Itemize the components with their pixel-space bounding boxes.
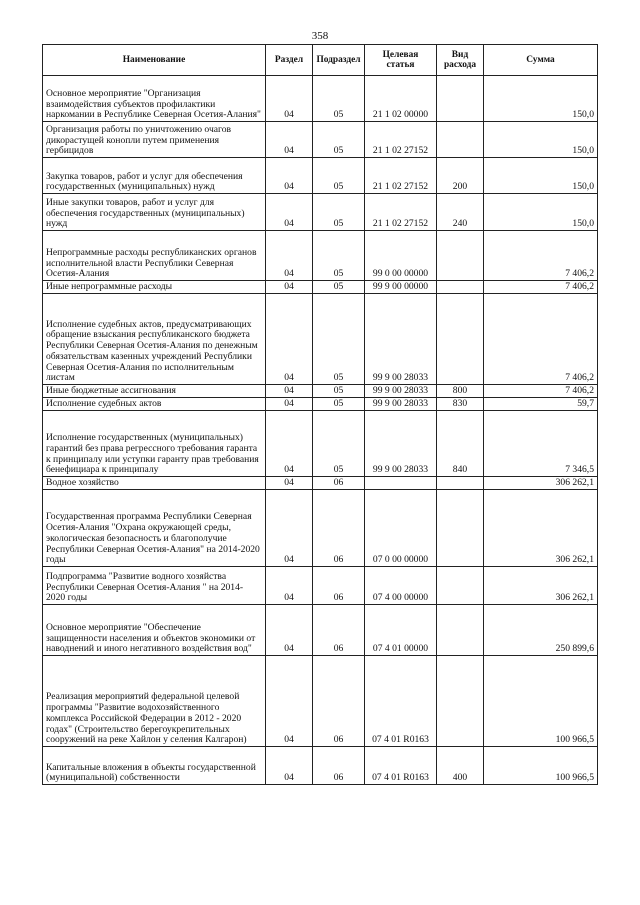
table-row: [43, 231, 598, 281]
row-summa: 7 406,2: [484, 294, 598, 385]
row-name: Иные непрограммные расходы: [43, 281, 266, 294]
row-statya: 99 9 00 00000: [365, 281, 437, 294]
row-podrazdel: 06: [313, 605, 365, 656]
table-row: [43, 385, 598, 398]
header-podrazdel: Подраздел: [313, 45, 365, 76]
header-summa: Сумма: [484, 45, 598, 76]
row-razdel: 04: [266, 281, 313, 294]
row-razdel: 04: [266, 76, 313, 122]
row-podrazdel: 05: [313, 411, 365, 477]
page-number: 358: [311, 30, 329, 42]
row-vid: [437, 231, 484, 281]
row-name: Исполнение судебных актов: [43, 398, 266, 411]
row-summa: 150,0: [484, 158, 598, 194]
header-row: [43, 45, 598, 76]
table-row: [43, 411, 598, 477]
row-podrazdel: 05: [313, 398, 365, 411]
table-row: [43, 605, 598, 656]
row-name: Основное мероприятие "Организация взаимодействия субъектов профилактики наркомании в Республике Северная Осетия-Алания": [43, 76, 266, 122]
row-name: Иные закупки товаров, работ и услуг для обеспечения государственных (муниципальных) нужд: [43, 194, 266, 231]
table-row: [43, 477, 598, 490]
row-razdel: 04: [266, 605, 313, 656]
row-summa: 7 346,5: [484, 411, 598, 477]
row-podrazdel: 05: [313, 281, 365, 294]
row-summa: 150,0: [484, 122, 598, 158]
header-statya: Целевая статья: [365, 45, 437, 76]
row-razdel: 04: [266, 294, 313, 385]
row-vid: 200: [437, 158, 484, 194]
row-statya: 21 1 02 27152: [365, 158, 437, 194]
table-row: [43, 158, 598, 194]
row-podrazdel: 05: [313, 385, 365, 398]
row-name: Реализация мероприятий федеральной целевой программы "Развитие водохозяйственного комплекса Российской Федерации в 2012 - 2020 годах" (Строительство берегоукрепительных сооружений на реке Хайлон у селения Калгарон): [43, 656, 266, 747]
row-vid: [437, 281, 484, 294]
row-razdel: 04: [266, 477, 313, 490]
row-podrazdel: 06: [313, 567, 365, 605]
row-vid: [437, 294, 484, 385]
row-razdel: 04: [266, 656, 313, 747]
row-razdel: 04: [266, 385, 313, 398]
row-podrazdel: 05: [313, 194, 365, 231]
row-statya: 99 9 00 28033: [365, 294, 437, 385]
row-statya: [365, 477, 437, 490]
row-razdel: 04: [266, 747, 313, 785]
row-podrazdel: 06: [313, 477, 365, 490]
row-summa: 150,0: [484, 194, 598, 231]
table-row: [43, 747, 598, 785]
row-vid: [437, 490, 484, 567]
row-statya: 07 4 01 R0163: [365, 747, 437, 785]
row-razdel: 04: [266, 231, 313, 281]
row-statya: 21 1 02 27152: [365, 122, 437, 158]
header-name: Наименование: [43, 45, 266, 76]
row-summa: 306 262,1: [484, 490, 598, 567]
row-statya: 07 4 01 R0163: [365, 656, 437, 747]
table-row: [43, 281, 598, 294]
row-podrazdel: 05: [313, 122, 365, 158]
row-razdel: 04: [266, 122, 313, 158]
row-podrazdel: 05: [313, 158, 365, 194]
row-statya: 99 9 00 28033: [365, 398, 437, 411]
row-razdel: 04: [266, 398, 313, 411]
row-vid: [437, 567, 484, 605]
row-vid: [437, 656, 484, 747]
row-summa: 59,7: [484, 398, 598, 411]
row-razdel: 04: [266, 411, 313, 477]
row-vid: 840: [437, 411, 484, 477]
row-statya: 07 4 00 00000: [365, 567, 437, 605]
row-vid: [437, 122, 484, 158]
row-name: Государственная программа Республики Северная Осетия-Алания "Охрана окружающей среды, экологическая безопасность и благополучие Республики Северная Осетия-Алания" на 2014-2020 годы: [43, 490, 266, 567]
row-name: Исполнение судебных актов, предусматривающих обращение взыскания республиканского бюджета Республики Северная Осетия-Алания по денежным обязательствам казенных учреждений Республики Северная Осетия-Алания по исполнительным листам: [43, 294, 266, 385]
row-name: Водное хозяйство: [43, 477, 266, 490]
row-vid: 800: [437, 385, 484, 398]
row-name: Закупка товаров, работ и услуг для обеспечения государственных (муниципальных) нужд: [43, 158, 266, 194]
row-statya: 21 1 02 27152: [365, 194, 437, 231]
row-statya: 07 0 00 00000: [365, 490, 437, 567]
table-row: [43, 490, 598, 567]
row-name: Исполнение государственных (муниципальных) гарантий без права регрессного требования гаранта к принципалу или уступки гаранту прав требования бенефициара к принципалу: [43, 411, 266, 477]
row-podrazdel: 05: [313, 231, 365, 281]
row-podrazdel: 05: [313, 76, 365, 122]
row-summa: 100 966,5: [484, 656, 598, 747]
table-row: [43, 567, 598, 605]
row-podrazdel: 06: [313, 656, 365, 747]
row-name: Непрограммные расходы республиканских органов исполнительной власти Республики Северная Осетия-Алания: [43, 231, 266, 281]
row-podrazdel: 05: [313, 294, 365, 385]
row-summa: 250 899,6: [484, 605, 598, 656]
row-summa: 306 262,1: [484, 567, 598, 605]
table-row: [43, 194, 598, 231]
row-summa: 150,0: [484, 76, 598, 122]
row-statya: 99 9 00 28033: [365, 385, 437, 398]
row-razdel: 04: [266, 194, 313, 231]
budget-table: [42, 44, 598, 785]
row-summa: 100 966,5: [484, 747, 598, 785]
row-statya: 21 1 02 00000: [365, 76, 437, 122]
row-razdel: 04: [266, 158, 313, 194]
row-razdel: 04: [266, 567, 313, 605]
row-vid: [437, 477, 484, 490]
row-vid: 240: [437, 194, 484, 231]
row-razdel: 04: [266, 490, 313, 567]
row-summa: 7 406,2: [484, 385, 598, 398]
row-statya: 99 0 00 00000: [365, 231, 437, 281]
table-row: [43, 294, 598, 385]
row-vid: 830: [437, 398, 484, 411]
table-row: [43, 656, 598, 747]
row-summa: 7 406,2: [484, 231, 598, 281]
row-name: Организация работы по уничтожению очагов дикорастущей конопли путем применения гербицидов: [43, 122, 266, 158]
row-name: Подпрограмма "Развитие водного хозяйства Республики Северная Осетия-Алания " на 2014-2020 годы: [43, 567, 266, 605]
row-summa: 306 262,1: [484, 477, 598, 490]
row-name: Иные бюджетные ассигнования: [43, 385, 266, 398]
row-summa: 7 406,2: [484, 281, 598, 294]
row-podrazdel: 06: [313, 747, 365, 785]
header-vid: Вид расхода: [437, 45, 484, 76]
table-row: [43, 122, 598, 158]
row-vid: [437, 605, 484, 656]
row-name: Капитальные вложения в объекты государственной (муниципальной) собственности: [43, 747, 266, 785]
row-statya: 99 9 00 28033: [365, 411, 437, 477]
table-row: [43, 76, 598, 122]
header-razdel: Раздел: [266, 45, 313, 76]
row-name: Основное мероприятие "Обеспечение защищенности населения и объектов экономики от наводнений и иного негативного воздействия вод": [43, 605, 266, 656]
row-vid: [437, 76, 484, 122]
table-row: [43, 398, 598, 411]
row-statya: 07 4 01 00000: [365, 605, 437, 656]
row-podrazdel: 06: [313, 490, 365, 567]
row-vid: 400: [437, 747, 484, 785]
